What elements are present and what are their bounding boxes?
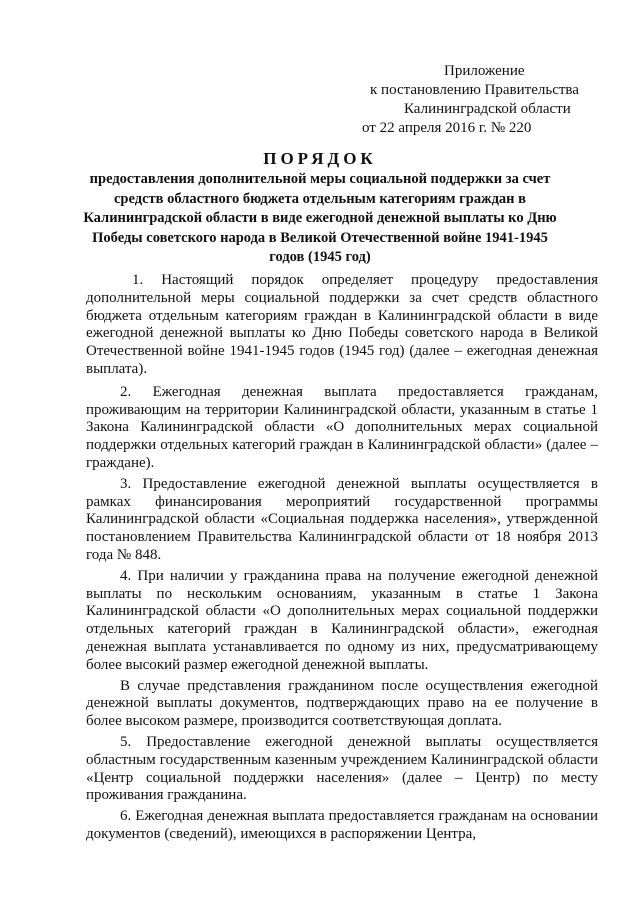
paragraph-5: 5. Предоставление ежегодной денежной выплаты осуществляется областным государственным казенным учреждением Калининградской области «Центр социальной поддержки населения» (далее – Центр) по месту проживания гражданина. (86, 733, 598, 804)
document-subtitle: предоставления дополнительной меры социальной поддержки за счет средств областного бюджета отдельным категориям граждан в Калининградской области в виде ежегодной денежной выплаты ко Дню Победы советского народа в Великой Отечественной войне 1941-1945 годов (1945 год) (83, 171, 557, 265)
document-body (86, 272, 598, 844)
paragraph-4: 4. При наличии у гражданина права на получение ежегодной денежной выплаты по нескольким основаниям, указанным в статье 1 Закона Калининградской области «О дополнительных мерах социальной поддержки отдельных категорий граждан в Калининградской области», ежегодная денежная выплата устанавливается по одному из них, предусматривающему более высокий размер ежегодной денежной выплаты. (86, 567, 598, 673)
paragraph-1: 1. Настоящий порядок определяет процедуру предоставления дополнительной меры социальной поддержки за счет средств областного бюджета отдельным категориям граждан в Калининградской области в виде ежегодной денежной выплаты ко Дню Победы советского народа в Великой Отечественной войне 1941-1945 годов (1945 год) (далее – ежегодная денежная выплата). (86, 272, 598, 377)
paragraph-3: 3. Предоставление ежегодной денежной выплаты осуществляется в рамках финансирования мероприятий государственной программы Калининградской области «Социальная поддержка населения», утвержденной постановлением Правительства Калининградской области от 18 ноября 2013 года № 848. (86, 475, 598, 563)
paragraph-4-continuation: В случае представления гражданином после осуществления ежегодной денежной выплаты документов, подтверждающих право на ее получение в более высоком размере, производится соответствующая доплата. (86, 677, 598, 730)
appendix-date-number: от 22 апреля 2016 г. № 220 (362, 120, 532, 136)
document-title-block (80, 148, 560, 268)
paragraph-6: 6. Ежегодная денежная выплата предоставляется гражданам на основании документов (сведений), имеющихся в распоряжении Центра, (86, 808, 598, 842)
appendix-region-line: Калининградской области (404, 101, 571, 117)
appendix-label: Приложение (444, 63, 525, 79)
paragraph-2: 2. Ежегодная денежная выплата предоставляется гражданам, проживающим на территории Калининградской области, указанным в статье 1 Закона Калининградской области «О дополнительных мерах социальной поддержки отдельных категорий граждан в Калининградской области» (далее – граждане). (86, 383, 598, 471)
document-title: ПОРЯДОК (263, 149, 377, 168)
appendix-header (340, 62, 590, 138)
appendix-resolution-line: к постановлению Правительства (370, 82, 579, 98)
